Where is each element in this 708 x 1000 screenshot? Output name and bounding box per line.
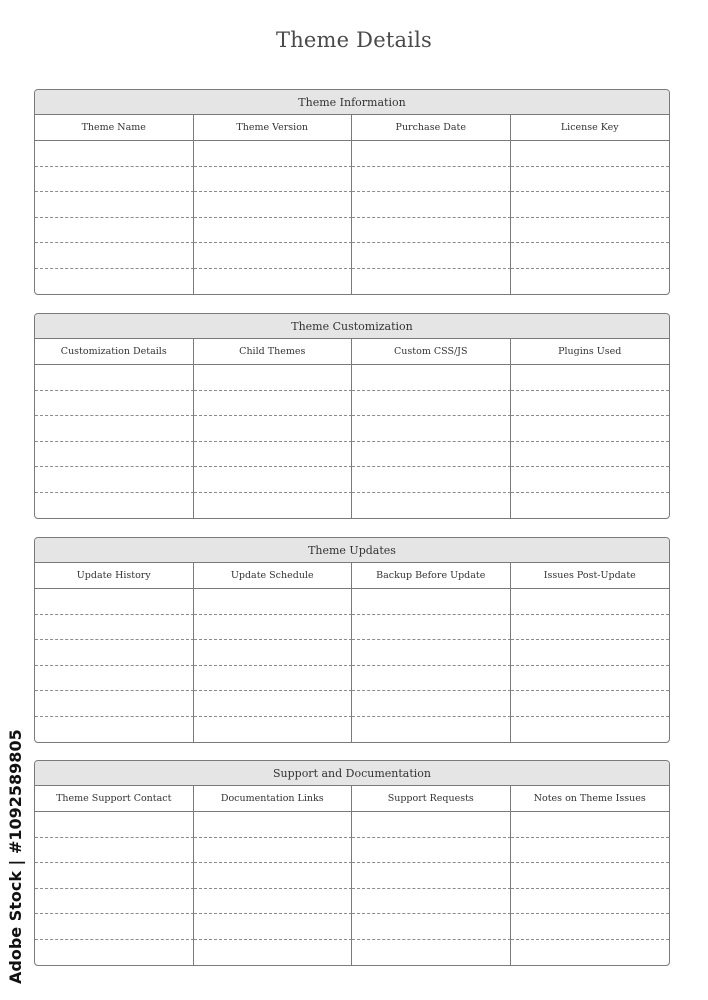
- blank-entry-cell: [511, 269, 670, 295]
- blank-entry-cell: [35, 391, 194, 417]
- column-header: Customization Details: [35, 339, 194, 365]
- column-header: Documentation Links: [194, 786, 353, 812]
- page-title: Theme Details: [275, 28, 432, 52]
- blank-entry-cell: [194, 141, 353, 167]
- blank-entry-cell: [352, 442, 511, 468]
- section-grid: [35, 786, 669, 965]
- blank-entry-cell: [511, 218, 670, 244]
- blank-entry-cell: [511, 691, 670, 717]
- blank-entry-cell: [511, 365, 670, 391]
- blank-entry-cell: [194, 863, 353, 889]
- blank-entry-cell: [35, 589, 194, 615]
- section-theme-customization: [34, 313, 670, 519]
- blank-entry-cell: [511, 243, 670, 269]
- blank-entry-cell: [511, 640, 670, 666]
- blank-entry-cell: [35, 269, 194, 295]
- blank-entry-cell: [35, 863, 194, 889]
- blank-entry-cell: [194, 691, 353, 717]
- blank-entry-cell: [194, 167, 353, 193]
- blank-entry-cell: [352, 493, 511, 519]
- blank-entry-cell: [352, 589, 511, 615]
- blank-entry-cell: [352, 863, 511, 889]
- blank-entry-cell: [511, 589, 670, 615]
- blank-entry-cell: [194, 467, 353, 493]
- blank-entry-cell: [352, 218, 511, 244]
- blank-entry-cell: [352, 467, 511, 493]
- column-header: Theme Version: [194, 115, 353, 141]
- blank-entry-cell: [35, 243, 194, 269]
- blank-entry-cell: [352, 141, 511, 167]
- blank-entry-cell: [35, 615, 194, 641]
- section-grid: [35, 563, 669, 742]
- blank-entry-cell: [194, 269, 353, 295]
- blank-entry-cell: [511, 167, 670, 193]
- blank-entry-cell: [352, 940, 511, 966]
- blank-entry-cell: [35, 192, 194, 218]
- blank-entry-cell: [511, 812, 670, 838]
- column-header: Theme Support Contact: [35, 786, 194, 812]
- blank-entry-cell: [194, 666, 353, 692]
- stock-watermark-id: Adobe Stock | #1092589805: [6, 729, 25, 984]
- blank-entry-cell: [511, 416, 670, 442]
- blank-entry-cell: [511, 467, 670, 493]
- column-header: Custom CSS/JS: [352, 339, 511, 365]
- section-grid: [35, 115, 669, 294]
- blank-entry-cell: [35, 442, 194, 468]
- blank-entry-cell: [35, 167, 194, 193]
- blank-entry-cell: [35, 141, 194, 167]
- blank-entry-cell: [352, 889, 511, 915]
- blank-entry-cell: [35, 838, 194, 864]
- blank-entry-cell: [194, 914, 353, 940]
- blank-entry-cell: [194, 812, 353, 838]
- section-grid: [35, 339, 669, 518]
- blank-entry-cell: [35, 666, 194, 692]
- column-header: Plugins Used: [511, 339, 670, 365]
- blank-entry-cell: [35, 640, 194, 666]
- blank-entry-cell: [511, 141, 670, 167]
- blank-entry-cell: [352, 365, 511, 391]
- blank-entry-cell: [194, 493, 353, 519]
- blank-entry-cell: [35, 467, 194, 493]
- blank-entry-cell: [511, 838, 670, 864]
- blank-entry-cell: [35, 812, 194, 838]
- blank-entry-cell: [511, 391, 670, 417]
- blank-entry-cell: [352, 167, 511, 193]
- blank-entry-cell: [194, 717, 353, 743]
- blank-entry-cell: [352, 666, 511, 692]
- blank-entry-cell: [194, 640, 353, 666]
- section-theme-updates: [34, 537, 670, 743]
- blank-entry-cell: [35, 416, 194, 442]
- blank-entry-cell: [194, 589, 353, 615]
- blank-entry-cell: [35, 493, 194, 519]
- section-title: Support and Documentation: [35, 761, 669, 786]
- blank-entry-cell: [194, 192, 353, 218]
- column-header: Support Requests: [352, 786, 511, 812]
- blank-entry-cell: [511, 940, 670, 966]
- blank-entry-cell: [511, 442, 670, 468]
- column-header: Backup Before Update: [352, 563, 511, 589]
- column-header: Theme Name: [35, 115, 194, 141]
- blank-entry-cell: [35, 889, 194, 915]
- blank-entry-cell: [194, 365, 353, 391]
- column-header: Notes on Theme Issues: [511, 786, 670, 812]
- column-header: Issues Post-Update: [511, 563, 670, 589]
- blank-entry-cell: [35, 717, 194, 743]
- blank-entry-cell: [511, 615, 670, 641]
- blank-entry-cell: [35, 691, 194, 717]
- blank-entry-cell: [511, 863, 670, 889]
- blank-entry-cell: [352, 615, 511, 641]
- blank-entry-cell: [352, 691, 511, 717]
- blank-entry-cell: [194, 416, 353, 442]
- column-header: License Key: [511, 115, 670, 141]
- blank-entry-cell: [352, 838, 511, 864]
- blank-entry-cell: [194, 940, 353, 966]
- blank-entry-cell: [194, 615, 353, 641]
- column-header: Update Schedule: [194, 563, 353, 589]
- column-header: Update History: [35, 563, 194, 589]
- section-support-and-documentation: [34, 760, 670, 966]
- section-title: Theme Information: [35, 90, 669, 115]
- column-header: Purchase Date: [352, 115, 511, 141]
- section-theme-information: [34, 89, 670, 295]
- blank-entry-cell: [194, 243, 353, 269]
- blank-entry-cell: [352, 812, 511, 838]
- blank-entry-cell: [511, 889, 670, 915]
- blank-entry-cell: [35, 218, 194, 244]
- blank-entry-cell: [511, 192, 670, 218]
- blank-entry-cell: [352, 269, 511, 295]
- blank-entry-cell: [194, 391, 353, 417]
- blank-entry-cell: [352, 717, 511, 743]
- blank-entry-cell: [352, 914, 511, 940]
- blank-entry-cell: [352, 192, 511, 218]
- blank-entry-cell: [194, 218, 353, 244]
- section-title: Theme Updates: [35, 538, 669, 563]
- blank-entry-cell: [511, 914, 670, 940]
- blank-entry-cell: [352, 640, 511, 666]
- blank-entry-cell: [352, 391, 511, 417]
- blank-entry-cell: [511, 666, 670, 692]
- blank-entry-cell: [352, 416, 511, 442]
- column-header: Child Themes: [194, 339, 353, 365]
- blank-entry-cell: [511, 717, 670, 743]
- blank-entry-cell: [194, 442, 353, 468]
- blank-entry-cell: [352, 243, 511, 269]
- blank-entry-cell: [35, 365, 194, 391]
- blank-entry-cell: [194, 889, 353, 915]
- blank-entry-cell: [35, 940, 194, 966]
- blank-entry-cell: [511, 493, 670, 519]
- blank-entry-cell: [35, 914, 194, 940]
- section-title: Theme Customization: [35, 314, 669, 339]
- blank-entry-cell: [194, 838, 353, 864]
